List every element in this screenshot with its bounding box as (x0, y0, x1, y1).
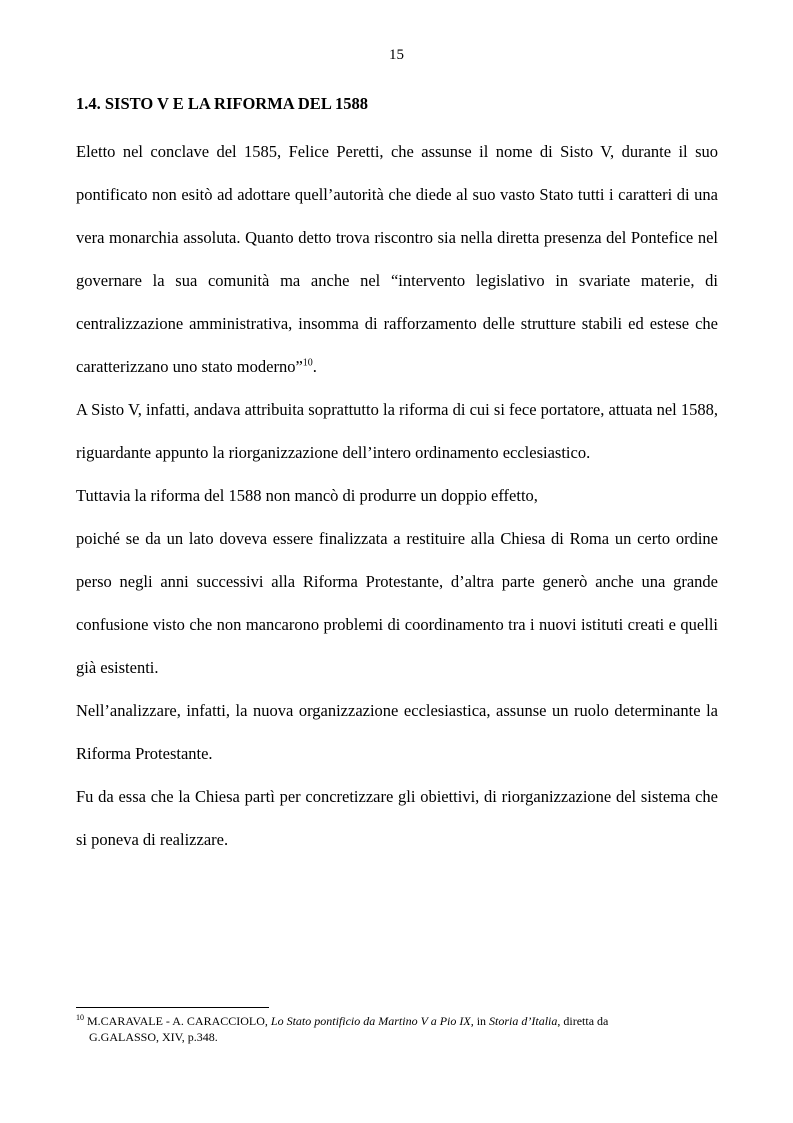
paragraph: Fu da essa che la Chiesa partì per concretizzare gli obiettivi, di riorganizzazione del sistema che si poneva di realizzare. (76, 787, 718, 849)
paragraph-text: Eletto nel conclave del 1585, Felice Peretti, che assunse il nome di Sisto V, durante il suo pontificato non esitò ad adottare quell’autorità che diede al suo vasto Stato tutti i caratteri di una vera monarchia assoluta. Quanto detto trova riscontro sia nella diretta presenza del Pontefice nel governare la sua comunità ma anche nel “intervento legislativo in svariate materie, di centralizzazione amministrativa, insomma di rafforzamento delle strutture stabili ed estese che caratterizzano uno stato moderno” (76, 142, 718, 376)
page-number: 15 (389, 47, 404, 63)
section-heading: 1.4. SISTO V E LA RIFORMA DEL 1588 (76, 94, 369, 113)
footnote-rest: , diretta da (557, 1014, 609, 1028)
footnote-authors: M.CARAVALE - A. CARACCIOLO, (87, 1014, 271, 1028)
paragraph-end: . (312, 357, 317, 376)
footnote-reference[interactable]: 10 (302, 357, 313, 369)
footnote-marker: 10 (76, 1013, 84, 1022)
footnote-line2: G.GALASSO, XIV, p.348. (89, 1030, 218, 1044)
paragraph: A Sisto V, infatti, andava attribuita soprattutto la riforma di cui si fece portatore, attuata nel 1588, riguardante appunto la riorganizzazione dell’intero ordinamento ecclesiastico. (76, 400, 718, 462)
paragraph: Nell’analizzare, infatti, la nuova organizzazione ecclesiastica, assunse un ruolo determinante la Riforma Protestante. (76, 701, 718, 763)
paragraph (76, 130, 718, 388)
paragraph: poiché se da un lato doveva essere finalizzata a restituire alla Chiesa di Roma un certo ordine perso negli anni successivi alla Riforma Protestante, d’altra parte generò anche una grande confusione visto che non mancarono problemi di coordinamento tra i nuovi istituti creati e quelli già esistenti. (76, 529, 718, 677)
body-text (76, 130, 718, 861)
footnote (76, 1013, 676, 1045)
footnote-middle: in (473, 1014, 490, 1028)
paragraph: Tuttavia la riforma del 1588 non mancò di produrre un doppio effetto, (76, 486, 538, 505)
footnote-title: Lo Stato pontificio da Martino V a Pio IX, (270, 1014, 474, 1028)
footnote-separator (76, 1007, 269, 1008)
footnote-series: Storia d’Italia (489, 1014, 558, 1028)
